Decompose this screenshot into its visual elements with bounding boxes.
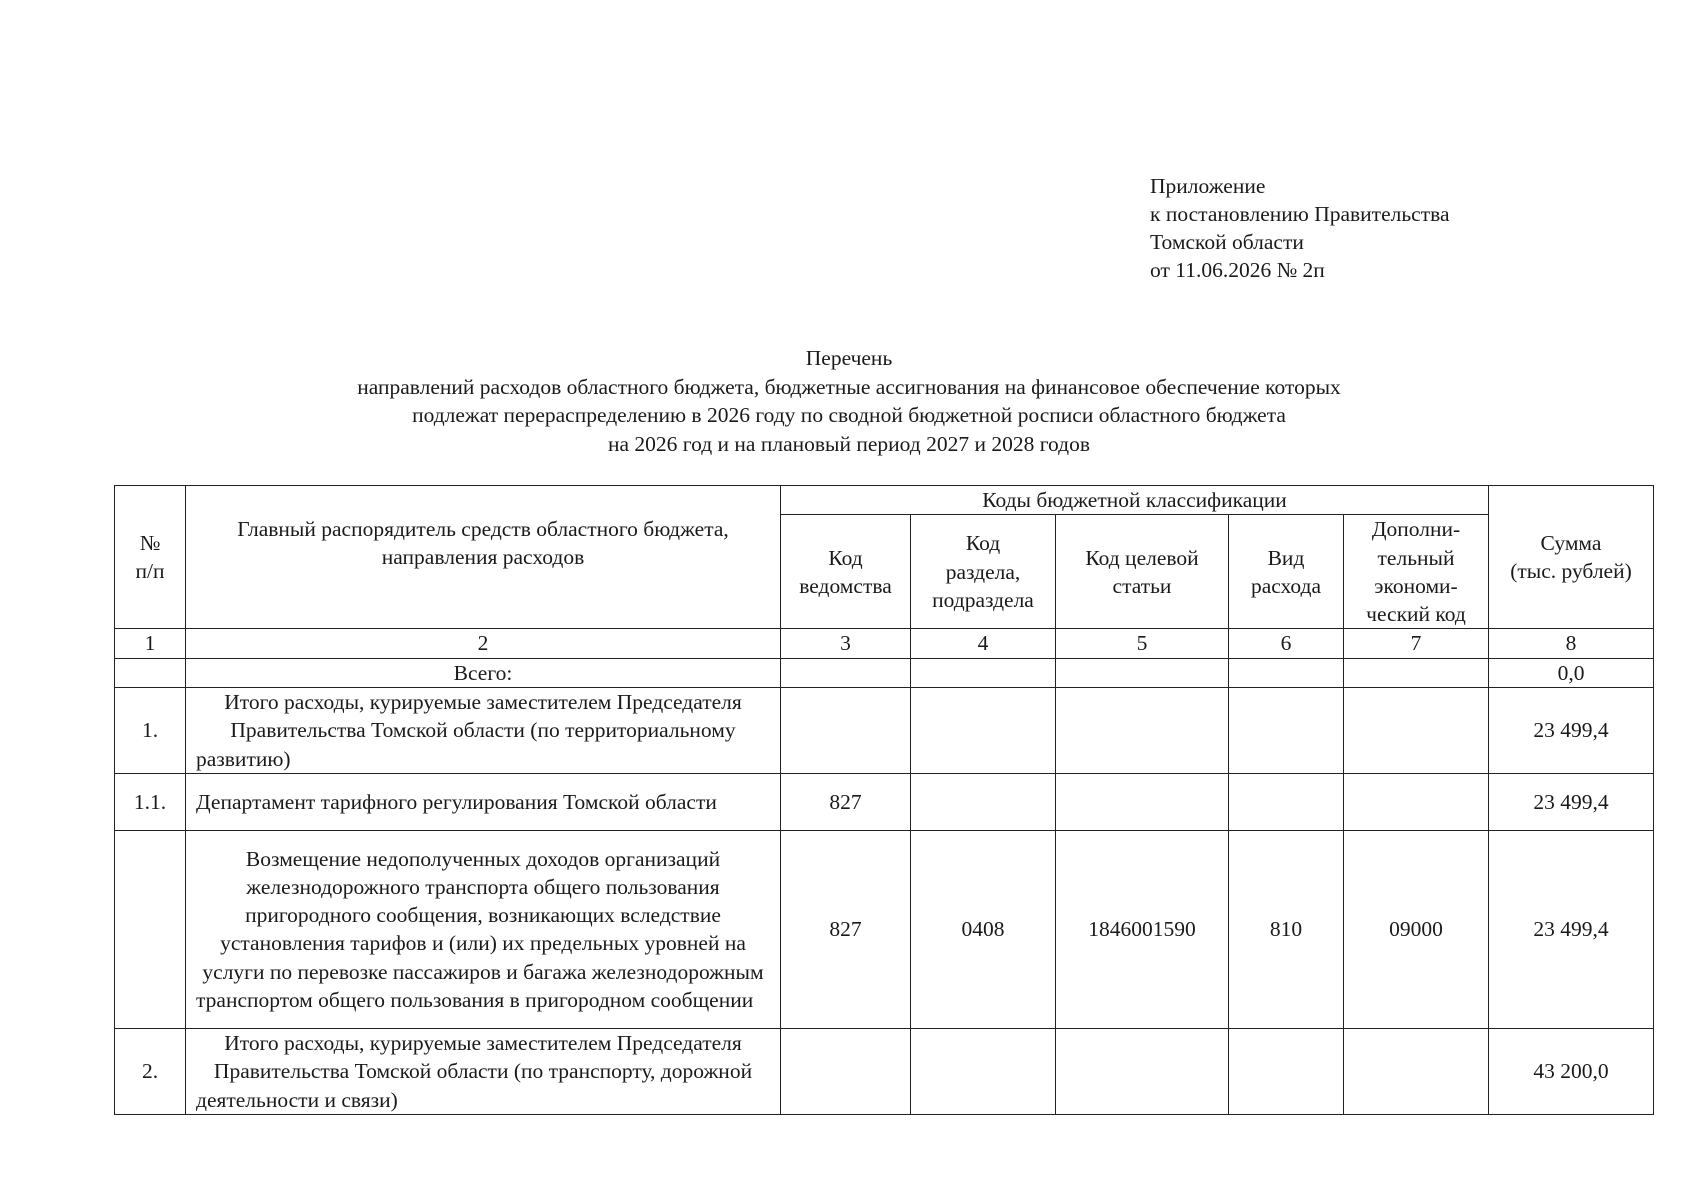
header-target [1056,515,1229,629]
appendix-line: Приложение [1150,174,1266,198]
cell-sum: 23 499,4 [1489,688,1654,774]
cell-num: 1.1. [115,773,186,830]
column-number: 4 [911,629,1056,658]
appendix-block [1150,172,1450,284]
header-text: Код [965,531,1001,556]
column-number-row [115,629,1654,658]
cell-econ [1344,773,1489,830]
column-number: 7 [1344,629,1489,658]
table-row [115,830,1654,1028]
column-number: 5 [1056,629,1229,658]
header-codes-group: Коды бюджетной классификации [781,486,1489,515]
cell-section [911,658,1056,687]
document-title [0,344,1698,458]
cell-econ: 09000 [1344,830,1489,1028]
cell-target [1056,658,1229,687]
budget-table [114,485,1654,1115]
cell-expense-type [1229,658,1344,687]
column-number: 1 [115,629,186,658]
cell-dept [781,1028,911,1114]
title-line: на 2026 год и на плановый период 2027 и 2028 годов [608,431,1090,456]
header-recipient [186,486,781,629]
cell-name: Возмещение недополученных доходов организаций железнодорожного транспорта общего пользования пригородного сообщения, возникающих вследствие установления тарифов и (или) их предельных уровней на услуги по перевозке пассажиров и багажа железнодорожным транспортом общего пользования в пригородном сообщении [186,830,781,1028]
cell-num [115,830,186,1028]
cell-expense-type: 810 [1229,830,1344,1028]
header-text: Код целевой [1085,545,1199,570]
cell-name: Всего: [186,658,781,687]
cell-section: 0408 [911,830,1056,1028]
table-row [115,1028,1654,1114]
header-dept [781,515,911,629]
cell-expense-type [1229,1028,1344,1114]
header-text: раздела, [945,559,1021,584]
header-text: тельный [1377,545,1455,570]
cell-section [911,773,1056,830]
cell-num: 1. [115,688,186,774]
cell-name: Итого расходы, курируемые заместителем Председателя Правительства Томской области (по территориальному развитию) [186,688,781,774]
column-number: 3 [781,629,911,658]
header-text: Дополни- [1371,517,1461,542]
cell-dept [781,658,911,687]
header-text: ческий код [1366,602,1466,627]
cell-expense-type [1229,688,1344,774]
cell-section [911,1028,1056,1114]
cell-sum: 23 499,4 [1489,830,1654,1028]
header-text: статьи [1112,573,1172,598]
header-row [115,486,1654,515]
title-line: подлежат перераспределению в 2026 году по сводной бюджетной росписи областного бюджета [412,403,1286,427]
appendix-line: к постановлению Правительства [1150,202,1450,226]
header-num [115,486,186,629]
header-text: (тыс. рублей) [1510,559,1632,584]
table-row [115,688,1654,774]
title-line: Перечень [805,346,893,370]
cell-target: 1846001590 [1056,830,1229,1028]
header-text: расхода [1250,573,1322,598]
cell-econ [1344,658,1489,687]
column-number: 6 [1229,629,1344,658]
header-text: подраздела [932,588,1034,613]
cell-target [1056,688,1229,774]
cell-econ [1344,688,1489,774]
header-text: Сумма [1540,530,1602,555]
cell-sum: 0,0 [1489,658,1654,687]
header-expense-type [1229,515,1344,629]
cell-num: 2. [115,1028,186,1114]
column-number: 2 [186,629,781,658]
header-text: ведомства [799,573,892,598]
header-text: направления расходов [381,545,585,570]
appendix-line: от 11.06.2026 № 2п [1150,258,1325,282]
cell-dept: 827 [781,773,911,830]
cell-num [115,658,186,687]
appendix-line: Томской области [1150,230,1304,254]
header-text: Код [828,545,863,570]
cell-dept [781,688,911,774]
header-text: Главный распорядитель средств областного бюджета, [237,516,729,541]
cell-name: Итого расходы, курируемые заместителем Председателя Правительства Томской области (по транспорту, дорожной деятельности и связи) [186,1028,781,1114]
cell-target [1056,773,1229,830]
cell-sum: 43 200,0 [1489,1028,1654,1114]
header-text: Вид [1267,545,1305,570]
cell-section [911,688,1056,774]
header-text: экономи- [1374,573,1458,598]
cell-name: Департамент тарифного регулирования Томской области [186,773,781,830]
header-text: п/п [135,559,165,584]
title-line: направлений расходов областного бюджета, бюджетные ассигнования на финансовое обеспечение которых [357,374,1341,399]
cell-econ [1344,1028,1489,1114]
cell-sum: 23 499,4 [1489,773,1654,830]
header-text: № [139,530,161,555]
column-number: 8 [1489,629,1654,658]
table-row [115,658,1654,687]
header-section [911,515,1056,629]
cell-target [1056,1028,1229,1114]
header-sum [1489,486,1654,629]
header-econ [1344,515,1489,629]
cell-dept: 827 [781,830,911,1028]
table-row [115,773,1654,830]
cell-expense-type [1229,773,1344,830]
